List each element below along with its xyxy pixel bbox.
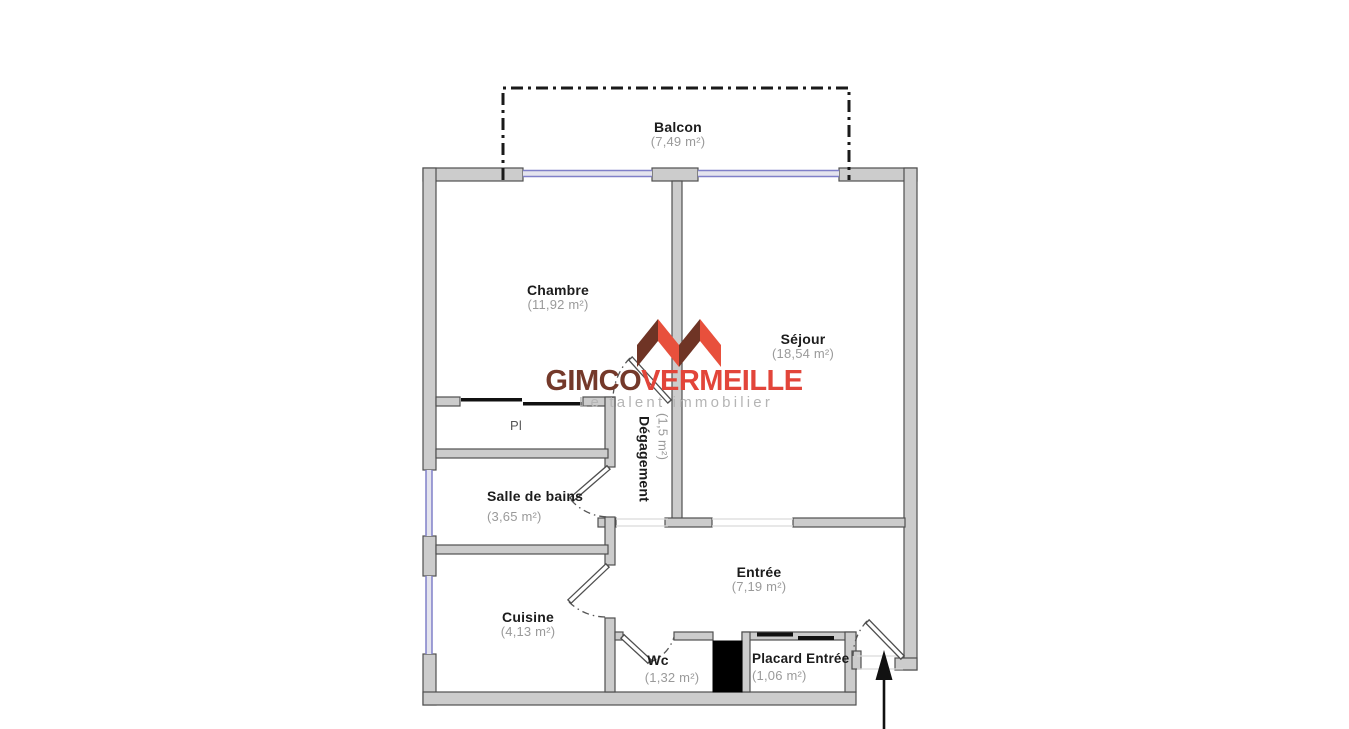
logo-mark-segment [679,319,700,367]
room-area: (3,65 m²) [487,508,542,524]
room-name: Salle de bains [487,488,584,504]
entrance-arrow [876,650,893,729]
wall-wc-top [674,632,713,640]
room-label-pl [510,419,522,433]
room-label-balcon [651,120,706,148]
room-label-wc [647,653,668,668]
room-name: Dégagement [636,416,653,503]
wall-left-pier [423,536,436,576]
room-area: (1,32 m²) [644,670,700,685]
room-name: Placard Entrée [752,651,850,666]
wall-placard-left [742,632,750,692]
wall-left-upper [423,168,436,470]
wall-sejour-bottom-right [793,518,905,527]
room-label-placard-entree [752,652,849,683]
wall-top-center-pier [652,168,698,181]
sliding-door-placard-1 [757,633,793,637]
logo-mark-segment [658,319,679,367]
room-label-degagement [637,416,652,502]
wall-sdb-bottom [436,545,608,554]
wall-sejour-bottom-left [665,518,712,527]
logo-tagline: Le talent immobilier [578,394,774,411]
room-name: Cuisine [502,609,554,625]
room-area: (7,49 m²) [650,133,706,149]
room-area: (7,19 m²) [731,578,787,594]
room-label-chambre [527,283,589,311]
room-name: Pl [510,418,522,433]
technical-shaft [713,641,742,692]
wall-right [904,168,917,670]
wall-corridor-left-mid [605,517,615,565]
room-area: (4,13 m²) [500,623,556,639]
room-name: Wc [647,652,669,668]
wall-pl-bottom [436,449,608,458]
logo-text-vermeille: VERMEILLE [641,365,803,397]
room-label-entree [732,565,787,593]
logo-text-gimco: GIMCO [545,365,642,397]
room-area-wc [645,671,700,685]
room-area: (18,54 m²) [772,345,834,361]
room-label-sejour [772,332,834,360]
logo-mark-segment [637,319,658,367]
room-area: (1,5 m²) [655,413,671,461]
wall-right-foot [895,658,917,670]
room-area: (1,06 m²) [752,668,807,684]
wall-chambre-bottom-left [436,397,460,406]
logo-mark-segment [700,319,721,367]
room-name: Chambre [526,282,590,298]
wall-bottom [423,692,856,705]
sliding-door-pl-2 [523,402,582,406]
gimcovermeille-logo-mark [637,319,721,367]
sliding-door-placard-2 [798,636,834,640]
room-name: Entrée [736,564,782,580]
room-label-salle-de-bains [487,489,583,523]
gimcovermeille-logo-text [545,367,802,396]
room-name: Balcon [654,119,702,135]
wall-top-left [423,168,523,181]
door-arc-cuisine [569,602,606,617]
room-area-degagement [656,413,670,460]
room-name: Séjour [780,331,826,347]
room-label-cuisine [501,610,556,638]
wall-corridor-left-lower [605,618,615,692]
sliding-door-pl-1 [461,398,522,402]
room-area: (11,92 m²) [527,296,589,312]
